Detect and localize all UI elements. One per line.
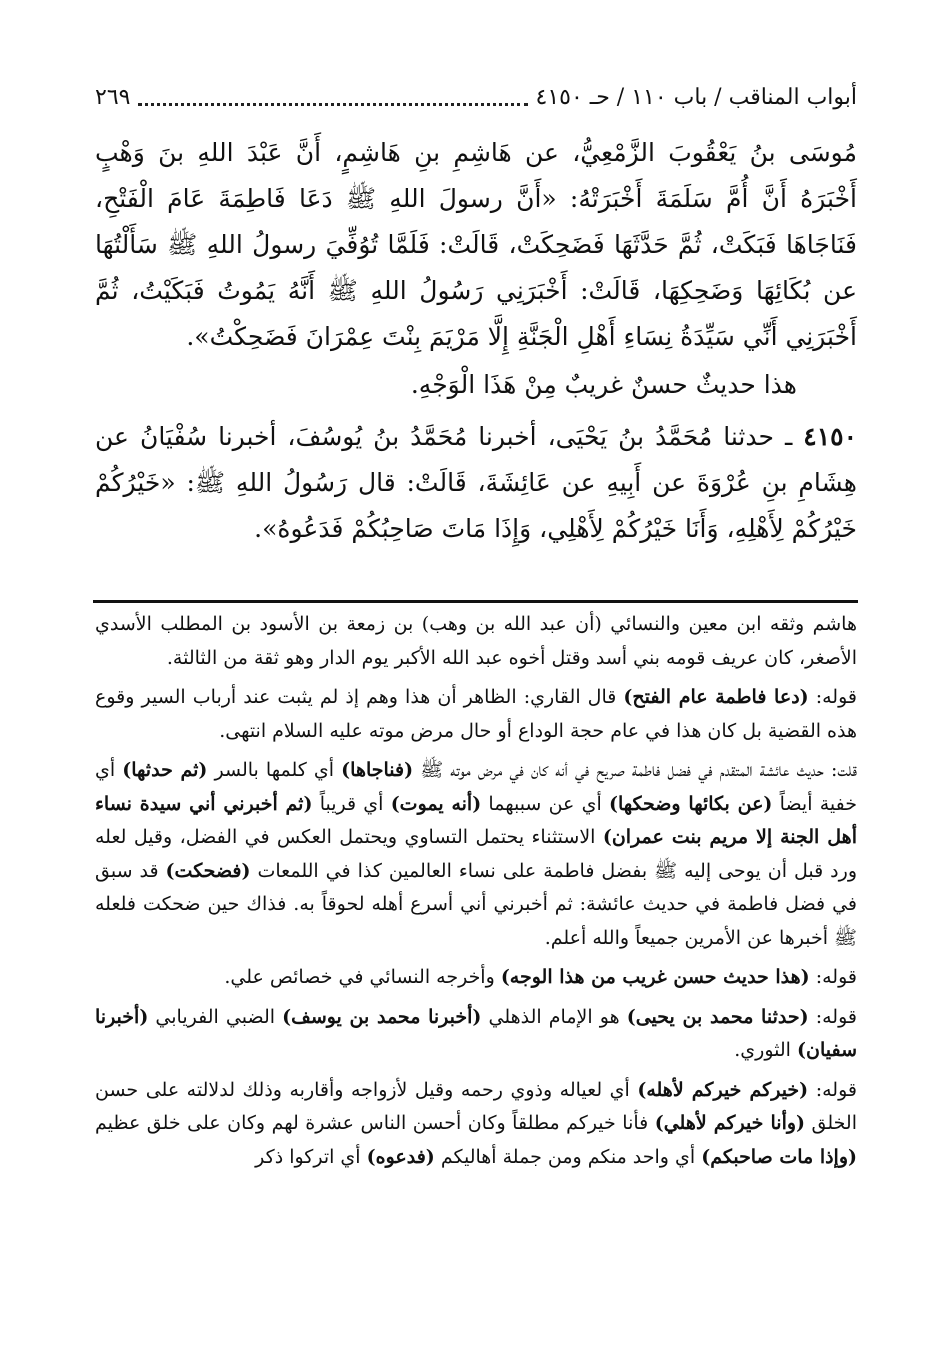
note-3: قلت: حديث عائشة المتقدم في فضل فاطمة صريح في أنه كان في مرض موته ﷺ (فناجاها) أي كلمها بالسر (ثم حدثها) أي خفية أيضاً (عن بكائها وضحكها) أي عن سببهما (أنه يموت) أي قريباً (ثم أخبرني أني سيدة نساء أهل الجنة إلا مريم بنت عمران) الاستثناء يحتمل التساوي ويحتمل العكس في الفضل، وقيل لعله ورد قبل أن يوحى إليه ﷺ بفضل فاطمة على نساء العالمين كذا في اللمعات (فضحكت) قد سبق في فضل فاطمة في حديث عائشة: ثم أخبرني أني أسرع أهله لحوقاً به. فذاك حين ضحكت فلعله ﷺ أخبرها عن الأمرين جميعاً والله أعلم. (95, 759, 857, 949)
note-6: قوله: (خيركم خيركم لأهله) أي لعياله وذوي رحمه وقيل لأزواجه وأقاربه وذلك لدلالته على حسن الخلق (وأنا خيركم لأهلي) فأنا خيركم مطلقاً وكان أحسن الناس عشرة لهم وكان على خلق عظيم (وإذا مات صاحبكم) أي واحد منكم ومن جملة أهاليكم (فدعوه) أي اتركوا ذكر (95, 1078, 857, 1168)
note-1: هاشم وثقه ابن معين والنسائي (أن عبد الله بن وهب) بن زمعة بن الأسود بن المطلب الأسدي الأصغر، كان عريف قومه بني أسد وقتل أخوه عبد الله الأكبر يوم الدار وهو ثقة من الثالثة. (95, 613, 857, 669)
main-text (95, 130, 857, 552)
commentary (95, 608, 857, 1174)
header-title: أبواب المناقب / باب ١١٠ / حـ ٤١٥٠ (535, 85, 857, 110)
hadith-text: مُوسَى بنُ يَعْقُوبَ الزَّمْعِيُّ، عن هَاشِمِ بنِ هَاشِمٍ، أَنَّ عَبْدَ اللهِ بنَ وَهْبٍ أَخْبَرَهُ أَنَّ أُمَّ سَلَمَةَ أَخْبَرَتْهُ: «أَنَّ رسولَ اللهِ ﷺ دَعَا فَاطِمَةَ عَامَ الْفَتْحِ، فَنَاجَاهَا فَبَكَتْ، ثُمَّ حَدَّثَهَا فَضَحِكَتْ، قَالَتْ: فَلَمَّا تُوُفِّيَ رسولُ اللهِ ﷺ سَأَلْتُهَا عن بُكَائِهَا وَضَحِكِهَا، قَالَتْ: أَخْبَرَنِي رَسُولُ اللهِ ﷺ أَنَّهُ يَمُوتُ فَبَكَيْتُ، ثُمَّ أَخْبَرَنِي أَنِّي سَيِّدَةُ نِسَاءِ أَهْلِ الْجَنَّةِ إِلَّا مَرْيَمَ بِنْتَ عِمْرَانَ فَضَحِكْتُ». (95, 138, 857, 351)
note-4: قوله: (هذا حديث حسن غريب من هذا الوجه) وأخرجه النسائي في خصائص علي. (224, 966, 857, 988)
running-header (95, 78, 857, 118)
hadith-4150-text: ـ حدثنا مُحَمَّدُ بنُ يَحْيَى، أخبرنا مُحَمَّدُ بنُ يُوسُفَ، أخبرنا سُفْيَانُ عن هِشَامِ بنِ عُرْوَةَ عن أَبِيهِ عن عَائِشَةَ، قَالَتْ: قال رَسُولُ اللهِ ﷺ: «خَيْرُكُمْ خَيْرُكُمْ لِأَهْلِهِ، وَأَنَا خَيْرُكُمْ لِأَهْلِي، وَإِذَا مَاتَ صَاحِبُكُمْ فَدَعُوهُ». (95, 422, 857, 543)
note-2: قوله: (دعا فاطمة عام الفتح) قال القاري: الظاهر أن هذا وهم إذ لم يثبت عند أرباب السير وقوع هذه القضية بل كان هذا في عام حجة الوداع أو حال مرض موته عليه السلام انتهى. (95, 686, 857, 742)
page-number: ٢٦٩ (95, 85, 131, 110)
footnote-divider (93, 600, 858, 603)
hadith-number: ٤١٥٠ (803, 422, 858, 451)
hadith-4150 (95, 414, 857, 552)
note-5: قوله: (حدثنا محمد بن يحيى) هو الإمام الذهلي (أخبرنا محمد بن يوسف) الضبي الفريابي (أخبرنا سفيان) الثوري. (95, 1005, 857, 1061)
header-leader-dots (138, 103, 527, 106)
grading-text: هذا حديثٌ حسنٌ غريبٌ مِنْ هَذَا الْوَجْهِ. (410, 370, 797, 399)
